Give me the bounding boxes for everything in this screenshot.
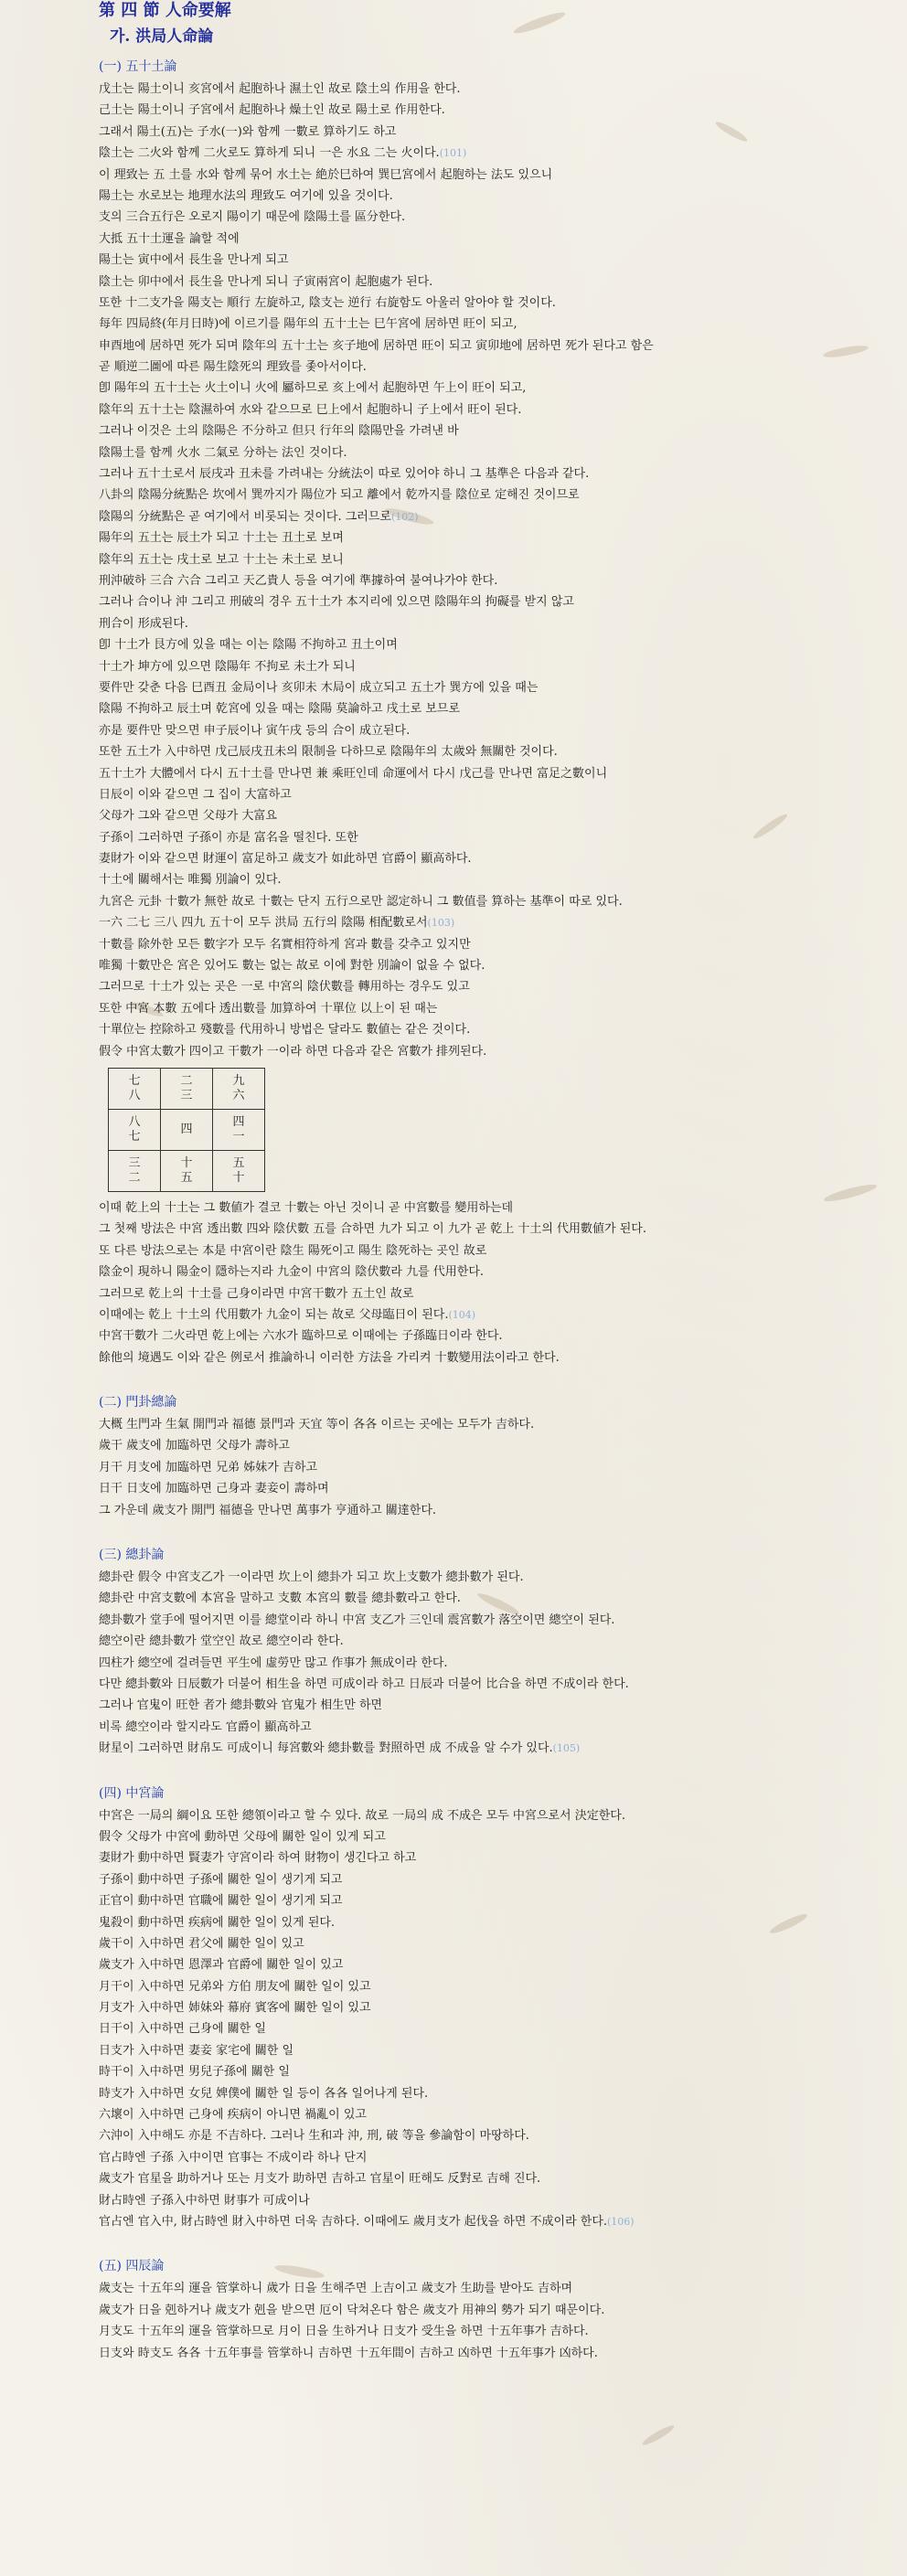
text-line bbox=[99, 2147, 885, 2168]
page-reference: (102) bbox=[390, 510, 419, 523]
text-line bbox=[99, 827, 885, 848]
text-line bbox=[99, 2190, 885, 2211]
line-text: 비록 總空이라 할지라도 官爵이 顯高하고 bbox=[99, 1719, 312, 1734]
text-line bbox=[99, 143, 885, 164]
line-text: 陽土는 水로보는 地理水法의 理致도 여기에 있을 것이다. bbox=[99, 188, 393, 203]
text-line bbox=[99, 1567, 885, 1588]
text-line bbox=[99, 314, 885, 335]
text-line bbox=[99, 165, 885, 186]
text-line bbox=[99, 2083, 885, 2104]
line-text: 歲支가 官星을 助하거나 또는 月支가 助하면 吉하고 官星이 旺해도 反對로 吉해 진다. bbox=[99, 2172, 541, 2187]
text-line bbox=[99, 934, 885, 955]
text-line bbox=[99, 442, 885, 463]
line-text: 歲支는 十五年의 運을 管掌하니 歲가 日을 生해주면 上吉이고 歲支가 生助를 받아도 吉하며 bbox=[99, 2282, 573, 2296]
line-text: 財星이 그러하면 財帛도 可成이니 每宮數와 總卦數를 對照하면 成 不成을 알 수가 있다. bbox=[99, 1741, 553, 1756]
text-line bbox=[99, 1261, 885, 1283]
line-text: 大抵 五十土運을 論할 적에 bbox=[99, 231, 240, 246]
text-line bbox=[99, 912, 885, 933]
line-text: 總卦數가 堂手에 떨어지면 이를 總堂이라 하니 中宮 支乙가 三인데 震宮數가 落空이면 總空이 된다. bbox=[99, 1613, 615, 1627]
subsection-title: (四) 中宮論 bbox=[99, 1785, 165, 1801]
line-text: 月干 月支에 加臨하면 兄弟 姊妹가 吉하고 bbox=[99, 1460, 318, 1474]
grid-number: 八 bbox=[128, 1114, 141, 1129]
line-text: 月支가 入中하면 姉妹와 幕府 賓客에 關한 일이 있고 bbox=[99, 2001, 371, 2016]
line-text: 餘他의 境遇도 이와 같은 例로서 推論하니 이러한 方法을 가리켜 十數變用法이라고 한다. bbox=[99, 1350, 560, 1365]
grid-cell bbox=[161, 1150, 213, 1191]
line-text: 그러므로 十土가 있는 곳은 一로 中宮의 陰伏數를 轉用하는 경우도 있고 bbox=[99, 980, 470, 995]
text-line bbox=[99, 2300, 885, 2321]
line-text: 亦是 要件만 맞으면 申子辰이나 寅午戌 등의 合이 成立된다. bbox=[99, 723, 411, 738]
text-line bbox=[99, 2321, 885, 2342]
line-text: 財占時엔 子孫入中하면 財事가 可成이나 bbox=[99, 2193, 310, 2208]
text-line bbox=[99, 1588, 885, 1609]
line-text: 十數를 除外한 모든 數字가 모두 名實相符하게 宮과 數를 갖추고 있지만 bbox=[99, 937, 471, 952]
text-line bbox=[99, 1674, 885, 1695]
text-line bbox=[99, 570, 885, 591]
text-line bbox=[99, 549, 885, 570]
page-reference: (105) bbox=[552, 1742, 581, 1755]
line-text: 正官이 動中하면 官職에 關한 일이 생기게 되고 bbox=[99, 1894, 343, 1909]
text-line bbox=[99, 1631, 885, 1652]
grid-number: 六 bbox=[232, 1088, 245, 1102]
text-line bbox=[99, 100, 885, 121]
text-line bbox=[99, 720, 885, 741]
line-text: 六沖이 入中해도 亦是 不吉하다. 그러나 生和과 沖, 刑, 破 等을 參論함이 마땅하다. bbox=[99, 2129, 529, 2144]
line-text: 그러나 合이나 沖 그리고 刑破의 경우 五十土가 本지리에 있으면 陰陽年의 拘礙를 받지 않고 bbox=[99, 595, 574, 610]
grid-cell bbox=[213, 1150, 265, 1191]
line-text: 唯獨 十數만은 宮은 있어도 數는 없는 故로 이에 對한 別論이 없을 수 없다. bbox=[99, 959, 486, 974]
text-line bbox=[99, 634, 885, 655]
line-text: 그래서 陽土(五)는 子水(一)와 함께 一數로 算하기도 하고 bbox=[99, 124, 397, 139]
text-line bbox=[99, 1325, 885, 1347]
text-line bbox=[99, 1890, 885, 1911]
text-line bbox=[99, 1198, 885, 1219]
text-line bbox=[99, 613, 885, 634]
document-body bbox=[99, 0, 885, 2364]
text-line bbox=[99, 506, 885, 527]
line-text: 陰陽의 分統點은 곧 여기에서 비롯되는 것이다. 그러므로 bbox=[99, 509, 391, 524]
line-text: 또한 中宮 本數 五에다 透出數를 加算하여 十單位 以上이 된 때는 bbox=[99, 1001, 438, 1016]
text-line bbox=[99, 848, 885, 869]
line-text: 八卦의 陰陽分統點은 坎에서 巽까지가 陽位가 되고 離에서 乾까지를 陰位로 定해진 것이므로 bbox=[99, 488, 580, 503]
line-text: 要件만 갖춘 다음 巳酉丑 金局이나 亥卯未 木局이 成立되고 五土가 巽方에 있을 때는 bbox=[99, 680, 539, 695]
line-text: 歲干 歲支에 加臨하면 父母가 壽하고 bbox=[99, 1439, 290, 1453]
text-line bbox=[99, 484, 885, 506]
line-text: 卽 陽年의 五十土는 火土이니 火에 屬하므로 亥上에서 起胞하면 午上이 旺이 되고, bbox=[99, 381, 527, 396]
text-line bbox=[99, 2168, 885, 2189]
line-text: 五十土가 大體에서 다시 五十土를 만나면 兼 乘旺인데 命運에서 다시 戊己를 만나면 富足之數이니 bbox=[99, 766, 608, 781]
grid-number: 二 bbox=[180, 1073, 193, 1088]
line-text: 陰土는 卯中에서 長生을 만나게 되니 子寅兩宮이 起胞處가 된다. bbox=[99, 274, 433, 289]
text-line bbox=[99, 1019, 885, 1040]
text-line bbox=[99, 527, 885, 548]
line-text: 그 첫째 방法은 中宮 透出數 四와 陰伏數 五를 合하면 九가 되고 이 九가 곧 乾上 十土의 代用數値가 된다. bbox=[99, 1222, 646, 1237]
text-line bbox=[99, 79, 885, 100]
line-text: 戊土는 陽土이니 亥宮에서 起胞하나 濕土인 故로 陰土의 作用을 한다. bbox=[99, 82, 461, 96]
grid-number: 五 bbox=[232, 1155, 245, 1170]
line-text: 그러므로 乾上의 十土를 己身이라면 中宮干數가 五土인 故로 bbox=[99, 1286, 414, 1301]
line-text: 總空이란 總卦數가 堂空인 故로 總空이라 한다. bbox=[99, 1634, 344, 1649]
text-line bbox=[99, 335, 885, 357]
page-reference: (106) bbox=[607, 2215, 635, 2228]
line-text: 陽年의 五土는 辰土가 되고 十土는 丑土로 보며 bbox=[99, 531, 344, 546]
text-line bbox=[99, 2040, 885, 2061]
text-line bbox=[99, 271, 885, 293]
block-gap bbox=[99, 1368, 885, 1385]
text-line bbox=[99, 463, 885, 484]
grid-number: 八 bbox=[128, 1088, 141, 1102]
text-line bbox=[99, 1869, 885, 1890]
text-line bbox=[99, 1912, 885, 1933]
text-line bbox=[99, 378, 885, 399]
block-gap bbox=[99, 1760, 885, 1776]
text-line bbox=[99, 1347, 885, 1368]
text-line bbox=[99, 1435, 885, 1456]
line-text: 十單位는 控除하고 殘數를 代用하니 방법은 달라도 數値는 같은 것이다. bbox=[99, 1023, 471, 1038]
line-text: 鬼殺이 動中하면 疾病에 關한 일이 있게 된다. bbox=[99, 1915, 336, 1930]
line-text: 이때 乾上의 十土는 그 數値가 결코 十數는 아닌 것이니 곧 中宮數를 變用하는데 bbox=[99, 1200, 514, 1215]
line-text: 假令 中宮太數가 四이고 干數가 一이라 하면 다음과 같은 宮數가 排列된다. bbox=[99, 1044, 487, 1059]
text-line bbox=[99, 1219, 885, 1240]
text-line bbox=[99, 293, 885, 314]
line-text: 陰陽土를 함께 火水 二氣로 分하는 法인 것이다. bbox=[99, 445, 347, 460]
grid-number: 五 bbox=[180, 1170, 193, 1185]
text-line bbox=[99, 1997, 885, 2018]
line-text: 六壞이 入中하면 己身에 疾病이 아니면 禍亂이 있고 bbox=[99, 2108, 367, 2123]
grid-cell bbox=[161, 1068, 213, 1109]
text-line bbox=[99, 591, 885, 612]
text-line bbox=[99, 186, 885, 207]
text-line bbox=[99, 1041, 885, 1062]
chapter-title: 第 四 節 人命要解 bbox=[99, 1, 231, 20]
line-text: 그 가운데 歲支가 開門 福德을 만나면 萬事가 亨通하고 關達한다. bbox=[99, 1503, 437, 1517]
text-line bbox=[99, 420, 885, 442]
grid-cell bbox=[109, 1068, 161, 1109]
line-text: 그러나 五十土로서 辰戌과 丑未를 가려내는 分統法이 따로 있어야 하니 그 基準은 다음과 같다. bbox=[99, 467, 590, 482]
text-line bbox=[99, 698, 885, 719]
subsection-title: (三) 總卦論 bbox=[99, 1548, 165, 1563]
line-text: 또한 五土가 入中하면 戊己辰戌丑未의 限制을 다하므로 陰陽年의 太歲와 無關한 것이다. bbox=[99, 745, 558, 760]
line-text: 中宮干數가 二火라면 乾上에는 六水가 臨하므로 이때에는 子孫臨日이라 한다. bbox=[99, 1329, 503, 1344]
line-text: 日干이 入中하면 己身에 關한 일 bbox=[99, 2022, 266, 2037]
line-text: 月干이 入中하면 兄弟와 方伯 朋友에 關한 일이 있고 bbox=[99, 1979, 371, 1994]
text-line bbox=[99, 741, 885, 762]
grid-number: 十 bbox=[232, 1170, 245, 1185]
text-line bbox=[99, 805, 885, 826]
line-text: 月支도 十五年의 運을 管掌하므로 月이 日을 生하거나 日支가 受生을 하면 十五年事가 吉하다. bbox=[99, 2325, 589, 2339]
line-text: 歲支가 入中하면 恩澤과 官爵에 關한 일이 있고 bbox=[99, 1958, 344, 1973]
text-line bbox=[99, 2211, 885, 2232]
grid-number: 七 bbox=[128, 1129, 141, 1144]
line-text: 中宮은 一局의 綱이요 또한 總領이라고 할 수 있다. 故로 一局의 成 不成은 모두 中宮으로서 決定한다. bbox=[99, 1808, 625, 1823]
subsection-title: (一) 五十土論 bbox=[99, 59, 177, 74]
line-text: 곧 順逆二圖에 따른 陽生陰死의 理致를 좇아서이다. bbox=[99, 360, 367, 375]
line-text: 그러나 官鬼이 旺한 者가 總卦數와 官鬼가 相生만 하면 bbox=[99, 1698, 383, 1713]
line-text: 다만 總卦數와 日辰數가 더불어 相生을 하면 可成이라 하고 日辰과 더불어 比合을 하면 不成이라 한다. bbox=[99, 1677, 629, 1691]
grid-cell bbox=[109, 1150, 161, 1191]
block-gap bbox=[99, 1521, 885, 1538]
line-text: 時干이 入中하면 男兒子孫에 關한 일 bbox=[99, 2065, 290, 2080]
text-line bbox=[99, 2104, 885, 2125]
grid-row bbox=[109, 1068, 265, 1109]
line-text: 日支가 入中하면 妻妾 家宅에 關한 일 bbox=[99, 2043, 294, 2058]
line-text: 妻財가 動中하면 賢妻가 守宮이라 하여 財物이 생긴다고 하고 bbox=[99, 1851, 417, 1866]
line-text: 官占時엔 子孫 入中이면 官事는 不成이라 하나 단지 bbox=[99, 2150, 368, 2165]
line-text: 總卦란 中宮支數에 本宮을 말하고 支數 本宮의 數를 總卦數라고 한다. bbox=[99, 1591, 461, 1606]
line-text: 九宮은 元卦 十數가 無한 故로 十數는 단지 五行으로만 認定하니 그 數值를 算하는 基準이 따로 있다. bbox=[99, 894, 623, 909]
line-text: 時支가 入中하면 女兒 婢僕에 關한 일 등이 各各 일어나게 된다. bbox=[99, 2086, 429, 2101]
line-text: 陰年의 五十土는 陰濕하여 水와 같으므로 巳上에서 起胞하니 子上에서 旺이 된다. bbox=[99, 402, 522, 417]
page-reference: (103) bbox=[427, 917, 455, 930]
text-line bbox=[99, 677, 885, 698]
line-text: 十土가 坤方에 있으면 陰陽年 不拘로 未土가 되니 bbox=[99, 659, 356, 674]
subsection-title: (二) 門卦總論 bbox=[99, 1395, 177, 1410]
text-line bbox=[99, 250, 885, 271]
text-line bbox=[99, 955, 885, 976]
line-text: 大概 生門과 生氣 開門과 福德 景門과 天宜 等이 各各 이르는 곳에는 모두가 吉하다. bbox=[99, 1418, 535, 1432]
line-text: 이 理致는 五 土를 水와 함께 묶어 水土는 絶於巳하여 巽巳宮에서 起胞하는 法도 있으니 bbox=[99, 167, 553, 182]
line-text: 假令 父母가 中宮에 動하면 父母에 關한 일이 있게 되고 bbox=[99, 1829, 386, 1844]
grid-cell bbox=[213, 1068, 265, 1109]
line-text: 子孫이 그러하면 子孫이 亦是 富名을 떨친다. 또한 bbox=[99, 830, 358, 845]
grid-number: 四 bbox=[180, 1122, 193, 1136]
grid-cell bbox=[161, 1109, 213, 1150]
line-text: 日辰이 이와 같으면 그 집이 大富하고 bbox=[99, 787, 292, 802]
line-text: 每年 四局終(年月日時)에 이르기를 陽年의 五十土는 巳午宮에 居하면 旺이 되고, bbox=[99, 317, 518, 332]
text-line bbox=[99, 656, 885, 677]
grid-number: 二 bbox=[128, 1170, 141, 1185]
text-line bbox=[99, 1653, 885, 1674]
text-line bbox=[99, 869, 885, 890]
text-line bbox=[99, 1283, 885, 1304]
line-text: 陰土는 二火와 함께 二火로도 算하게 되니 一은 水요 二는 火이다. bbox=[99, 146, 440, 161]
line-text: 子孫이 動中하면 子孫에 關한 일이 생기게 되고 bbox=[99, 1872, 343, 1887]
text-line bbox=[99, 1976, 885, 1997]
line-text: 또 다른 방法으로는 本是 中宮이란 陰生 陽死이고 陽生 陰死하는 곳인 故로 bbox=[99, 1243, 487, 1258]
text-line bbox=[99, 1847, 885, 1868]
text-line bbox=[99, 1717, 885, 1738]
line-text: 또한 十二支가을 陽支는 順行 左旋하고, 陰支는 逆行 右旋함도 아울러 알아야 할 것이다. bbox=[99, 295, 556, 310]
grid-cell bbox=[109, 1109, 161, 1150]
grid-number: 一 bbox=[232, 1129, 245, 1144]
grid-number: 七 bbox=[128, 1073, 141, 1088]
text-line bbox=[99, 1805, 885, 1826]
line-text: 官占엔 官入中, 財占時엔 財入中하면 더욱 吉하다. 이때에도 歲月支가 起伐을 하면 不成이라 한다. bbox=[99, 2214, 608, 2229]
line-text: 己土는 陽土이니 子宮에서 起胞하나 燥土인 故로 陽土로 作用한다. bbox=[99, 103, 445, 118]
text-line bbox=[99, 998, 885, 1019]
grid-number: 十 bbox=[180, 1155, 193, 1170]
line-text: 陰年의 五土는 戌土로 보고 十土는 未土로 보니 bbox=[99, 552, 344, 567]
text-line bbox=[99, 784, 885, 805]
text-line bbox=[99, 2343, 885, 2364]
section-title: 가. 洪局人命論 bbox=[110, 27, 214, 46]
text-line bbox=[99, 2061, 885, 2082]
line-text: 妻財가 이와 같으면 財運이 富足하고 歲支가 如此하면 官爵이 顯高하다. bbox=[99, 852, 472, 867]
line-text: 陰金이 現하니 陽金이 隱하는지라 九金이 中宮의 陰伏數라 九를 代用한다. bbox=[99, 1265, 485, 1280]
page-reference: (101) bbox=[439, 147, 467, 160]
text-line bbox=[99, 1478, 885, 1499]
text-line bbox=[99, 229, 885, 250]
line-text: 歲干이 入中하면 君父에 關한 일이 있고 bbox=[99, 1936, 304, 1951]
line-text: 總卦란 假令 中宮支乙가 一이라면 坎上이 總卦가 되고 坎上支數가 總卦數가 된다. bbox=[99, 1570, 524, 1585]
line-text: 父母가 그와 같으면 父母가 大富요 bbox=[99, 809, 277, 824]
line-text: 日干 日支에 加臨하면 己身과 妻妾이 壽하며 bbox=[99, 1482, 329, 1496]
grid-number: 四 bbox=[232, 1114, 245, 1129]
block-gap bbox=[99, 2232, 885, 2249]
text-line bbox=[99, 763, 885, 784]
grid-number: 三 bbox=[128, 1155, 141, 1170]
line-text: 四柱가 總空에 걸려들면 平生에 虛勞만 많고 作事가 無成이라 한다. bbox=[99, 1655, 448, 1670]
text-line bbox=[99, 1954, 885, 1975]
line-text: 이때에는 乾上 十土의 代用數가 九金이 되는 故로 父母臨日이 된다. bbox=[99, 1307, 449, 1322]
line-text: 日支와 時支도 各各 十五年事를 管掌하니 吉하면 十五年間이 吉하고 凶하면 十五年事가 凶하다. bbox=[99, 2346, 598, 2360]
line-text: 一六 二七 三八 四九 五十이 모두 洪局 五行의 陰陽 相配數로서 bbox=[99, 916, 428, 931]
page-reference: (104) bbox=[448, 1308, 476, 1321]
line-text: 申酉地에 居하면 死가 되며 陰年의 五十土는 亥子地에 居하면 旺이 되고 寅卯地에 居하면 死가 된다고 함은 bbox=[99, 338, 654, 353]
line-text: 그러나 이것은 土의 陰陽은 不分하고 但只 行年의 陰陽만을 가려낸 바 bbox=[99, 424, 459, 439]
text-line bbox=[99, 2278, 885, 2299]
line-text: 歲支가 日을 剋하거나 歲支가 剋을 받으면 厄이 닥쳐온다 함은 歲支가 用神의 勢가 되기 때문이다. bbox=[99, 2303, 605, 2317]
text-line bbox=[99, 1240, 885, 1261]
text-line bbox=[99, 207, 885, 228]
grid-row bbox=[109, 1150, 265, 1191]
line-text: 刑沖破하 三合 六合 그리고 天乙貴人 등을 여기에 準據하여 불여나가야 한다. bbox=[99, 573, 498, 588]
text-line bbox=[99, 2125, 885, 2146]
text-line bbox=[99, 976, 885, 997]
grid-number: 三 bbox=[180, 1088, 193, 1102]
palace-grid bbox=[108, 1068, 265, 1192]
text-line bbox=[99, 2018, 885, 2039]
text-line bbox=[99, 1500, 885, 1521]
text-line bbox=[99, 1610, 885, 1631]
section-blocks-2 bbox=[99, 1368, 885, 2364]
after-grid-text bbox=[99, 1198, 885, 1368]
subsection-title: (五) 四辰論 bbox=[99, 2259, 165, 2274]
text-line bbox=[99, 122, 885, 143]
line-text: 刑合이 形成된다. bbox=[99, 616, 188, 631]
line-text: 十土에 關해서는 唯獨 別論이 있다. bbox=[99, 873, 282, 888]
text-line bbox=[99, 1826, 885, 1847]
text-line bbox=[99, 891, 885, 912]
text-line bbox=[99, 1414, 885, 1435]
line-text: 支의 三合五行은 오로지 陽이기 때문에 陰陽土를 區分한다. bbox=[99, 210, 406, 225]
line-text: 陽土는 寅中에서 長生을 만나게 되고 bbox=[99, 253, 289, 268]
text-line bbox=[99, 1933, 885, 1954]
grid-cell bbox=[213, 1109, 265, 1150]
text-line bbox=[99, 399, 885, 420]
text-line bbox=[99, 357, 885, 378]
section-blocks-1 bbox=[99, 55, 885, 1062]
text-line bbox=[99, 1304, 885, 1325]
line-text: 卽 十土가 艮方에 있을 때는 이는 陰陽 不拘하고 丑土이며 bbox=[99, 638, 398, 653]
grid-number: 九 bbox=[232, 1073, 245, 1088]
text-line bbox=[99, 1457, 885, 1478]
text-line bbox=[99, 1738, 885, 1759]
line-text: 陰陽 不拘하고 辰土며 乾宮에 있을 때는 陰陽 莫論하고 戌土로 보므로 bbox=[99, 702, 461, 717]
text-line bbox=[99, 1695, 885, 1716]
grid-row bbox=[109, 1109, 265, 1150]
